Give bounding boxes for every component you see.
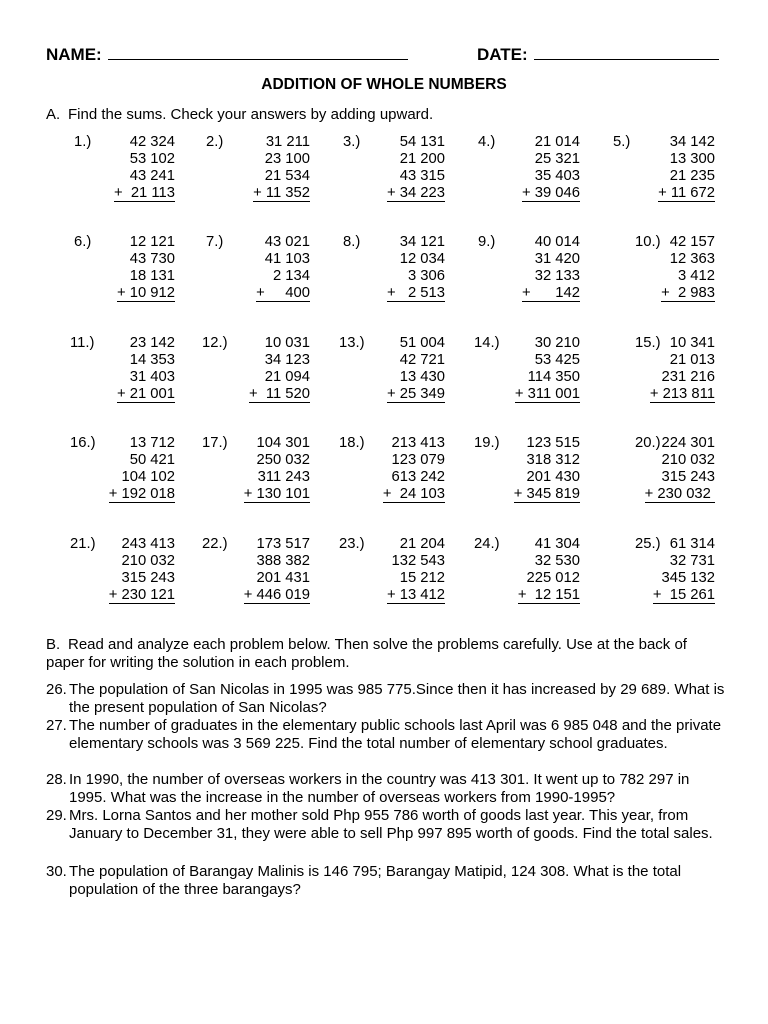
addition-problem — [474, 536, 580, 608]
addend-line: 315 243 — [661, 469, 715, 485]
addition-problem — [339, 536, 445, 608]
addend-line: 3 412 — [677, 268, 715, 284]
addend-line: 31 211 — [265, 134, 310, 150]
addend-line: 23 142 — [129, 335, 175, 351]
addend-line: 43 241 — [129, 168, 175, 184]
addition-problem — [339, 435, 445, 507]
addition-problem — [202, 435, 310, 507]
addend-line: 114 350 — [527, 369, 580, 385]
addend-line: 31 403 — [129, 369, 175, 385]
addend-line: 13 430 — [399, 369, 445, 385]
addition-problem — [613, 134, 715, 206]
addition-problem — [74, 134, 175, 206]
addend-line: 21 534 — [264, 168, 310, 184]
addend-line: 43 315 — [399, 168, 445, 184]
addend-line: 34 142 — [669, 134, 715, 150]
addend-line: 41 103 — [264, 251, 310, 267]
addend-line: 224 301 — [661, 435, 715, 451]
addend-line: 32 133 — [534, 268, 580, 284]
addend-line: 613 242 — [391, 469, 445, 485]
word-problem-number: 29. — [46, 807, 67, 824]
problem-number: 5.) — [613, 134, 631, 150]
addition-problem — [613, 435, 715, 507]
addend-last-line: + 192 018 — [108, 486, 175, 502]
addend-line: 210 032 — [121, 553, 175, 569]
addition-problem — [70, 335, 175, 407]
problem-number: 13.) — [339, 335, 365, 351]
addend-last-line: + 21 001 — [116, 386, 175, 402]
addend-line: 25 321 — [534, 151, 580, 167]
addition-problem — [478, 234, 580, 306]
addend-line: 21 235 — [669, 168, 715, 184]
word-problem-text: In 1990, the number of overseas workers in the country was 413 301. It went up to 782 297 in 1995. What was the increase in the number of overseas workers from 1990-1995? — [69, 771, 690, 806]
addend-line: 53 102 — [129, 151, 175, 167]
date-label: DATE: — [477, 45, 528, 64]
addend-line: 13 712 — [129, 435, 175, 451]
addend-last-line: + 39 046 — [521, 185, 580, 201]
addend-line: 42 157 — [669, 234, 715, 250]
addend-line: 23 100 — [264, 151, 310, 167]
addend-last-line: + 21 113 — [113, 185, 175, 201]
problem-number: 19.) — [474, 435, 500, 451]
addend-line: 43 021 — [264, 234, 310, 250]
addend-last-line: + 400 — [256, 285, 310, 301]
addend-line: 13 300 — [669, 151, 715, 167]
problem-number: 10.) — [635, 234, 661, 250]
problem-number: 3.) — [343, 134, 361, 150]
problem-number: 1.) — [74, 134, 92, 150]
addend-last-line: + 11 352 — [253, 185, 310, 201]
addend-last-line: + 230 032 — [644, 486, 715, 502]
addend-line: 12 034 — [399, 251, 445, 267]
addend-line: 388 382 — [256, 553, 310, 569]
addend-last-line: + 11 520 — [248, 386, 310, 402]
word-problem-number: 30. — [46, 863, 67, 880]
problem-number: 14.) — [474, 335, 500, 351]
word-problem — [46, 807, 726, 843]
problem-number: 11.) — [70, 335, 95, 351]
addend-last-line: + 25 349 — [386, 386, 445, 402]
addend-last-line: + 15 261 — [652, 587, 715, 603]
problem-number: 24.) — [474, 536, 500, 552]
addend-line: 30 210 — [534, 335, 580, 351]
word-problem — [46, 863, 726, 899]
section-a-label: A. — [46, 106, 61, 123]
addition-problem — [74, 234, 175, 306]
addition-problem — [206, 134, 310, 206]
addend-line: 104 102 — [121, 469, 175, 485]
addend-line: 210 032 — [661, 452, 715, 468]
problem-number: 22.) — [202, 536, 228, 552]
addend-line: 14 353 — [129, 352, 175, 368]
word-problem-text: The population of Barangay Malinis is 146 795; Barangay Matipid, 124 308. What is the total population of the three barangays? — [69, 863, 682, 898]
addend-line: 345 132 — [661, 570, 715, 586]
addend-last-line: + 230 121 — [108, 587, 175, 603]
addend-last-line: + 2 513 — [386, 285, 445, 301]
word-problem-number: 27. — [46, 717, 67, 734]
addend-line: 123 079 — [391, 452, 445, 468]
word-problem-number: 26. — [46, 681, 67, 698]
addend-line: 43 730 — [129, 251, 175, 267]
word-problem-text: The number of graduates in the elementary public schools last April was 6 985 048 and the private elementary schools was 3 569 225. Find the total number of elementary school graduates. — [69, 717, 722, 752]
word-problem — [46, 771, 726, 807]
addend-line: 201 431 — [256, 570, 310, 586]
word-problem — [46, 681, 726, 717]
addition-problem — [478, 134, 580, 206]
problem-number: 8.) — [343, 234, 361, 250]
problem-number: 17.) — [202, 435, 228, 451]
addend-line: 42 721 — [399, 352, 445, 368]
addend-line: 54 131 — [399, 134, 445, 150]
addend-line: 231 216 — [661, 369, 715, 385]
problem-number: 7.) — [206, 234, 224, 250]
addend-line: 35 403 — [534, 168, 580, 184]
problem-number: 21.) — [70, 536, 96, 552]
addend-last-line: + 345 819 — [513, 486, 580, 502]
addend-line: 3 306 — [407, 268, 445, 284]
addend-line: 42 324 — [129, 134, 175, 150]
problem-number: 4.) — [478, 134, 496, 150]
addend-last-line: + 13 412 — [386, 587, 445, 603]
addend-line: 104 301 — [256, 435, 310, 451]
addition-problem — [339, 335, 445, 407]
addend-line: 225 012 — [526, 570, 580, 586]
addition-problem — [206, 234, 310, 306]
addend-line: 31 420 — [534, 251, 580, 267]
addend-last-line: + 130 101 — [243, 486, 310, 502]
addend-last-line: + 446 019 — [243, 587, 310, 603]
addend-line: 173 517 — [256, 536, 310, 552]
addend-line: 21 013 — [669, 352, 715, 368]
addend-line: 201 430 — [526, 469, 580, 485]
addend-line: 132 543 — [391, 553, 445, 569]
addend-line: 2 134 — [272, 268, 310, 284]
page-title: ADDITION OF WHOLE NUMBERS — [261, 76, 507, 93]
addend-last-line: + 213 811 — [649, 386, 715, 402]
addend-line: 243 413 — [121, 536, 175, 552]
addend-line: 10 341 — [669, 335, 715, 351]
addend-last-line: + 12 151 — [517, 587, 580, 603]
addend-last-line: + 142 — [522, 285, 580, 301]
addend-line: 12 121 — [129, 234, 175, 250]
addend-line: 123 515 — [526, 435, 580, 451]
addend-line: 34 123 — [264, 352, 310, 368]
addend-line: 41 304 — [534, 536, 580, 552]
addition-problem — [70, 536, 175, 608]
problem-number: 6.) — [74, 234, 92, 250]
addend-line: 311 243 — [257, 469, 310, 485]
section-a-text: Find the sums. Check your answers by adding upward. — [68, 106, 434, 123]
problem-number: 12.) — [202, 335, 228, 351]
addend-line: 10 031 — [264, 335, 310, 351]
addend-last-line: + 10 912 — [116, 285, 175, 301]
addition-problem — [202, 335, 310, 407]
section-b-text: Read and analyze each problem below. Then solve the problems carefully. Use at the back of paper for writing the solution in each problem. — [46, 636, 687, 671]
addend-last-line: + 11 672 — [658, 185, 715, 201]
problem-number: 25.) — [635, 536, 661, 552]
word-problem-number: 28. — [46, 771, 67, 788]
addend-last-line: + 2 983 — [661, 285, 715, 301]
word-problem-text: Mrs. Lorna Santos and her mother sold Php 955 786 worth of goods last year. This year, from January to December 31, they were able to sell Php 997 895 worth of goods. Find the total sales. — [69, 807, 713, 842]
addition-problem — [474, 335, 580, 407]
addend-line: 50 421 — [129, 452, 175, 468]
addend-line: 213 413 — [391, 435, 445, 451]
addend-line: 21 094 — [264, 369, 310, 385]
problem-number: 20.) — [635, 435, 661, 451]
addition-problem — [474, 435, 580, 507]
word-problem-text: The population of San Nicolas in 1995 was 985 775.Since then it has increased by 29 689. What is the present population of San Nicolas? — [69, 681, 725, 716]
addition-problem — [613, 335, 715, 407]
name-label: NAME: — [46, 45, 102, 64]
addend-line: 53 425 — [534, 352, 580, 368]
addend-line: 318 312 — [526, 452, 580, 468]
addend-line: 18 131 — [129, 268, 175, 284]
problem-number: 9.) — [478, 234, 496, 250]
addend-last-line: + 311 001 — [514, 386, 580, 402]
addend-line: 12 363 — [669, 251, 715, 267]
addend-line: 40 014 — [534, 234, 580, 250]
addition-problem — [613, 234, 715, 306]
problem-number: 16.) — [70, 435, 96, 451]
problem-number: 23.) — [339, 536, 365, 552]
addend-line: 51 004 — [399, 335, 445, 351]
addend-last-line: + 34 223 — [386, 185, 445, 201]
addend-line: 21 014 — [534, 134, 580, 150]
addend-line: 32 731 — [669, 553, 715, 569]
section-b-label: B. — [46, 636, 61, 653]
addition-problem — [202, 536, 310, 608]
addend-line: 250 032 — [256, 452, 310, 468]
addition-problem — [70, 435, 175, 507]
addend-line: 21 200 — [399, 151, 445, 167]
section-b-instruction — [46, 636, 726, 672]
addend-line: 32 530 — [534, 553, 580, 569]
addend-line: 34 121 — [399, 234, 445, 250]
problem-number: 18.) — [339, 435, 365, 451]
addend-last-line: + 24 103 — [382, 486, 445, 502]
addition-problem — [343, 234, 445, 306]
addend-line: 15 212 — [399, 570, 445, 586]
problem-number: 15.) — [635, 335, 661, 351]
addend-line: 315 243 — [121, 570, 175, 586]
problem-number: 2.) — [206, 134, 224, 150]
word-problem — [46, 717, 726, 753]
addend-line: 61 314 — [669, 536, 715, 552]
addend-line: 21 204 — [399, 536, 445, 552]
addition-problem — [613, 536, 715, 608]
addition-problem — [343, 134, 445, 206]
